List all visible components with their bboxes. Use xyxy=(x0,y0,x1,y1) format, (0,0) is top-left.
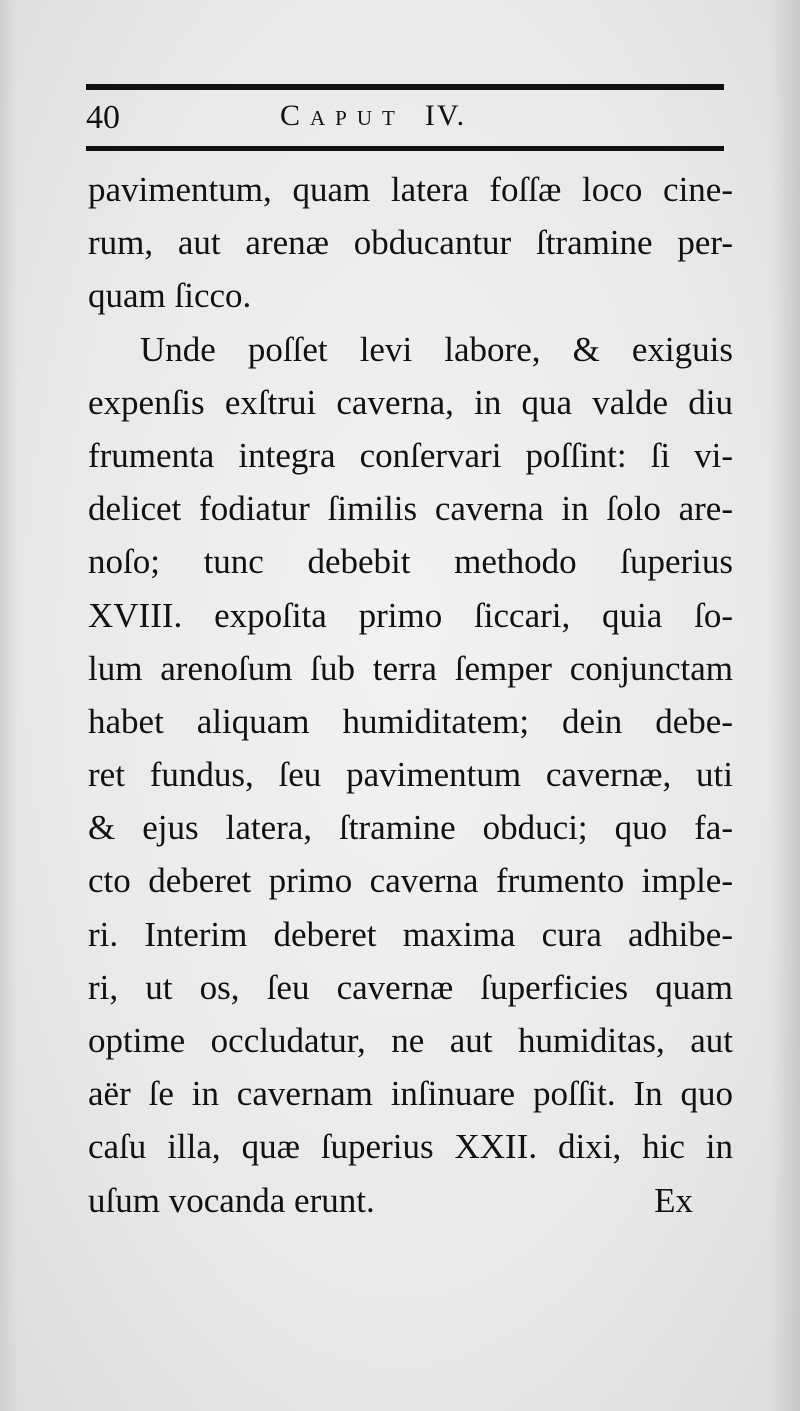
header-rule-top xyxy=(86,84,724,90)
body-text xyxy=(88,163,733,1227)
page-shadow-left xyxy=(0,0,18,1411)
text-line: lum arenoſum ſub terra ſemper conjunctam xyxy=(88,648,733,688)
text-line: expenſis exſtrui caverna, in qua valde diu xyxy=(88,382,733,422)
text-line: aër ſe in cavernam inſinuare poſſit. In quo xyxy=(88,1074,733,1114)
text-line: & ejus latera, ſtramine obduci; quo fa- xyxy=(88,808,733,848)
text-line: frumenta integra conſervari poſſint: ſi vi- xyxy=(88,435,733,475)
header-rule-bottom xyxy=(86,146,724,151)
page-shadow-right xyxy=(770,0,800,1411)
catchword: Ex xyxy=(654,1180,693,1220)
running-head-title: Caput xyxy=(280,99,405,132)
text-line: XVIII. expoſita primo ſiccari, quia ſo- xyxy=(88,595,733,635)
text-line: cto deberet primo caverna frumento imple- xyxy=(88,861,733,901)
page-number: 40 xyxy=(86,99,120,136)
text-line-final xyxy=(88,1174,733,1227)
text-line: ri, ut os, ſeu cavernæ ſuperficies quam xyxy=(88,967,733,1007)
text-line: ri. Interim deberet maxima cura adhibe- xyxy=(88,914,733,954)
text-line: noſo; tunc debebit methodo ſuperius xyxy=(88,542,733,582)
final-line-text: uſum vocanda erunt. xyxy=(88,1180,375,1220)
running-head xyxy=(280,96,466,136)
text-line: delicet fodiatur ſimilis caverna in ſolo are- xyxy=(88,489,733,529)
text-line: Unde poſſet levi labore, & exiguis xyxy=(140,329,733,369)
chapter-numeral: IV. xyxy=(424,99,467,132)
text-line: habet aliquam humiditatem; dein debe- xyxy=(88,701,733,741)
text-line: caſu illa, quæ ſuperius XXII. dixi, hic in xyxy=(88,1127,733,1167)
text-line-content: quam ſicco. xyxy=(88,276,252,316)
text-line: pavimentum, quam latera foſſæ loco cine- xyxy=(88,170,733,209)
text-line: rum, aut arenæ obducantur ſtramine per- xyxy=(88,223,733,263)
text-line: optime occludatur, ne aut humiditas, aut xyxy=(88,1021,733,1060)
text-line xyxy=(88,269,733,322)
text-line: ret fundus, ſeu pavimentum cavernæ, uti xyxy=(88,755,733,795)
